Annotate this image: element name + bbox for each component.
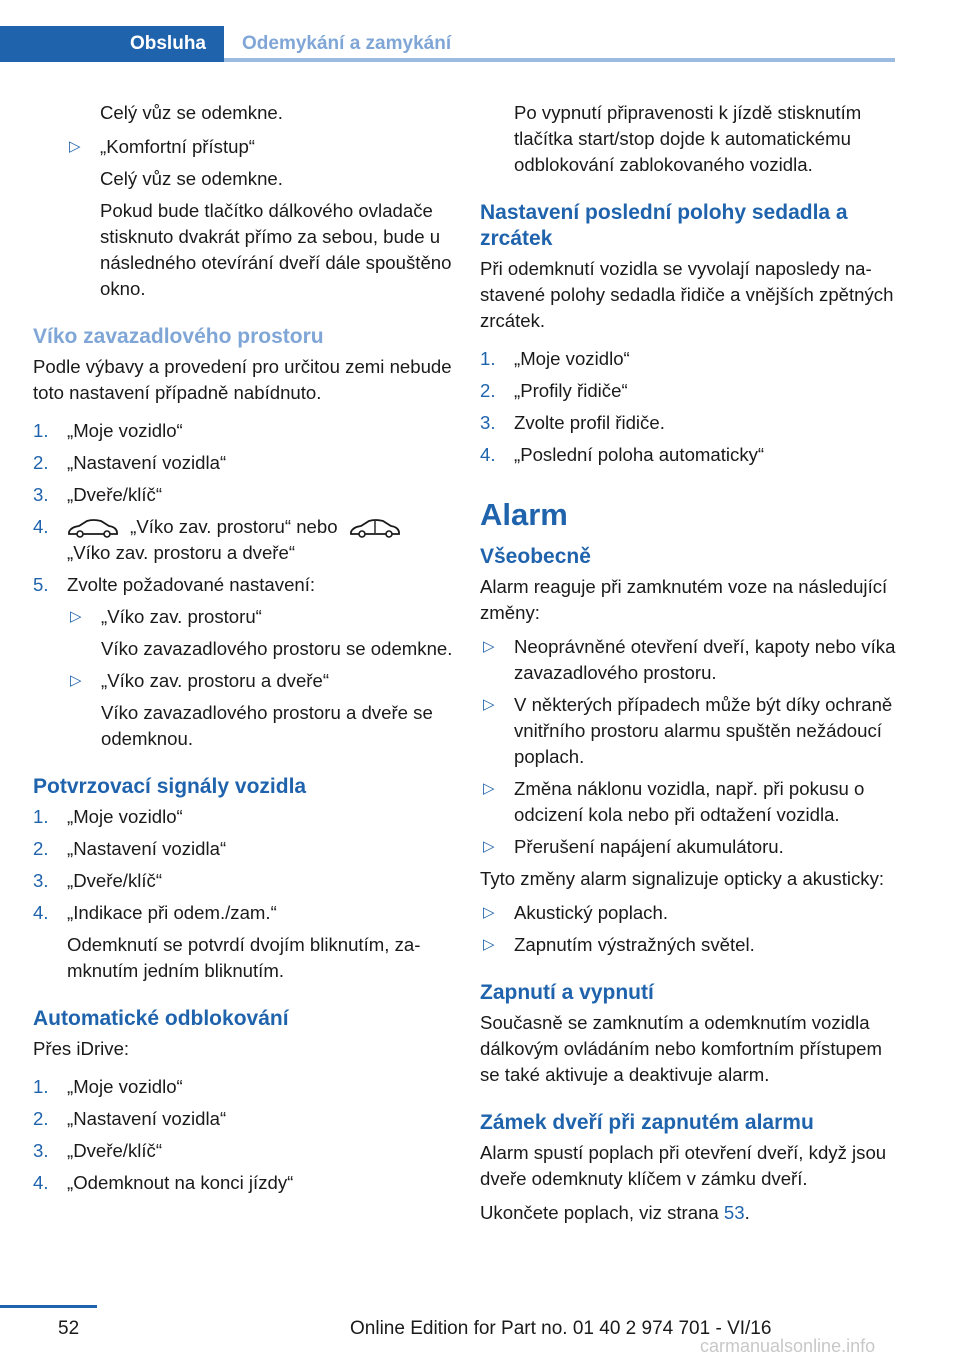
list-item xyxy=(33,804,453,830)
header-divider xyxy=(224,58,895,62)
paragraph-text: . xyxy=(744,1202,750,1223)
triangle-bullet-icon: ▷ xyxy=(70,608,82,625)
bullet-item xyxy=(480,692,900,770)
triangle-bullet-icon: ▷ xyxy=(69,138,81,155)
list-text: „Víko zav. prostoru a dveře“ xyxy=(67,542,296,563)
list-item xyxy=(33,482,453,508)
list-number: 3. xyxy=(33,484,49,505)
car-trunk-doors-icon xyxy=(349,517,401,539)
paragraph: Alarm spustí poplach při otevření dveří, když jsou dveře odemknuty klíčem v zámku dveří. xyxy=(480,1142,887,1189)
heading-confirm: Potvrzovací signály vozidla xyxy=(33,775,307,798)
list-item xyxy=(480,442,900,468)
sub-bullet-label: „Víko zav. prostoru“ xyxy=(101,606,262,627)
list-text: „Profily řidiče“ xyxy=(514,380,628,401)
triangle-bullet-icon: ▷ xyxy=(483,904,495,921)
list-item xyxy=(33,868,453,894)
list-text: „Moje vozidlo“ xyxy=(67,806,183,827)
list-text: „Moje vozidlo“ xyxy=(67,1076,183,1097)
list-item xyxy=(33,900,453,984)
list-number: 4. xyxy=(33,516,49,537)
bullet-text: Změna náklonu vozidla, např. při pokusu o odcizení kola nebo při odtažení vozidla. xyxy=(514,778,865,825)
list-item xyxy=(480,378,900,404)
page-number-rule xyxy=(0,1305,97,1308)
sub-bullet-text: Víko zavazadlového prostoru se odemkne. xyxy=(101,638,453,659)
list-number: 3. xyxy=(33,870,49,891)
bullet-text: Zapnutím výstražných světel. xyxy=(514,934,755,955)
triangle-bullet-icon: ▷ xyxy=(70,672,82,689)
right-column xyxy=(480,100,900,1234)
paragraph: Po vypnutí připravenosti k jízdě stisknutím tlačítka start/stop dojde k automatickému odblokování zablokovaného vozidla. xyxy=(514,102,862,175)
list-item xyxy=(33,418,453,444)
list-number: 4. xyxy=(33,1172,49,1193)
heading-alarm: Alarm xyxy=(480,497,568,532)
list-number: 3. xyxy=(480,412,496,433)
list-number: 1. xyxy=(33,420,49,441)
list-item xyxy=(33,572,453,752)
list-text: Zvolte profil řidiče. xyxy=(514,412,665,433)
list-text: „Nastavení vozidla“ xyxy=(67,838,227,859)
paragraph: Celý vůz se odemkne. xyxy=(100,102,283,123)
list-text: „Moje vozidlo“ xyxy=(514,348,630,369)
page-number: 52 xyxy=(58,1318,80,1339)
list-number: 1. xyxy=(33,806,49,827)
bullet-text: Přerušení napájení akumulátoru. xyxy=(514,836,784,857)
list-number: 5. xyxy=(33,574,49,595)
list-number: 2. xyxy=(480,380,496,401)
list-item xyxy=(33,1106,453,1132)
list-number: 2. xyxy=(33,838,49,859)
list-item xyxy=(33,450,453,476)
list-number: 4. xyxy=(33,902,49,923)
chapter-tab-label[interactable]: Odemykání a zamykání xyxy=(242,33,452,54)
triangle-bullet-icon: ▷ xyxy=(483,838,495,855)
paragraph: Podle výbavy a provedení pro určitou zemi nebude toto nastavení případně nabídnuto. xyxy=(33,356,452,403)
list-text: „Moje vozidlo“ xyxy=(67,420,183,441)
list-item xyxy=(33,1138,453,1164)
heading-general: Všeobecně xyxy=(480,545,591,568)
bullet-item xyxy=(480,834,900,860)
car-trunk-icon xyxy=(67,517,119,539)
watermark: carmanualsonline.info xyxy=(700,1336,876,1356)
paragraph xyxy=(480,1200,900,1226)
sub-bullet xyxy=(67,668,453,752)
section-tab-label: Obsluha xyxy=(129,33,206,54)
bullet-item xyxy=(480,776,900,828)
bullet-text: V některých případech může být díky ochraně vnitřního prostoru alarmu spuštěn nežádoucí poplach. xyxy=(514,694,893,767)
heading-trunk: Víko zavazadlového prostoru xyxy=(33,325,324,348)
triangle-bullet-icon: ▷ xyxy=(483,936,495,953)
sub-bullet xyxy=(67,604,453,662)
list-text: „Indikace při odem./zam.“ xyxy=(67,902,277,923)
paragraph-text: Ukončete poplach, viz strana xyxy=(480,1202,719,1223)
list-text: „Dveře/klíč“ xyxy=(67,484,163,505)
paragraph: Při odemknutí vozidla se vyvolají naposledy nastavené polohy sedadla řidiče a vnějších zpětných zrcátek. xyxy=(480,258,894,331)
edition-text: Online Edition for Part no. 01 40 2 974 701 - VI/16 xyxy=(350,1318,772,1339)
list-text: „Dveře/klíč“ xyxy=(67,870,163,891)
page-header xyxy=(0,0,895,62)
list-number: 3. xyxy=(33,1140,49,1161)
bullet-item xyxy=(33,134,453,302)
list-item xyxy=(480,410,900,436)
triangle-bullet-icon: ▷ xyxy=(483,638,495,655)
left-column xyxy=(33,100,453,1202)
heading-on-off: Zapnutí a vypnutí xyxy=(480,981,654,1004)
section-tab[interactable] xyxy=(0,26,224,62)
list-number: 1. xyxy=(33,1076,49,1097)
list-item xyxy=(33,1170,453,1196)
list-note: Odemknutí se potvrdí dvojím bliknutím, zamknutím jedním bliknutím. xyxy=(67,934,421,981)
list-number: 2. xyxy=(33,452,49,473)
paragraph: Přes iDrive: xyxy=(33,1038,130,1059)
bullet-item xyxy=(480,932,900,958)
list-text: „Poslední poloha automaticky“ xyxy=(514,444,765,465)
bullet-text: Celý vůz se odemkne. xyxy=(100,168,283,189)
list-text: „Nastavení vozidla“ xyxy=(67,1108,227,1129)
heading-seat-position: Nastavení poslední polohy sedadla a zrcátek xyxy=(480,201,848,250)
list-number: 1. xyxy=(480,348,496,369)
sub-bullet-label: „Víko zav. prostoru a dveře“ xyxy=(101,670,330,691)
triangle-bullet-icon: ▷ xyxy=(483,780,495,797)
heading-auto-unlock: Automatické odblokování xyxy=(33,1007,289,1030)
triangle-bullet-icon: ▷ xyxy=(483,696,495,713)
bullet-item xyxy=(480,900,900,926)
page-link[interactable]: 53 xyxy=(723,1202,745,1223)
list-text: „Víko zav. prostoru“ nebo xyxy=(130,516,338,537)
bullet-text: Pokud bude tlačítko dálkového ovladače stisknuto dvakrát přímo za sebou, bude u následného otevírání dveří dále spouštěno okno. xyxy=(100,200,452,299)
list-item xyxy=(33,1074,453,1100)
paragraph: Současně se zamknutím a odemknutím vozidla dálkovým ovládáním nebo komfortním přístupem se také aktivuje a deaktivuje alarm. xyxy=(480,1012,883,1085)
sub-bullet-text: Víko zavazadlového prostoru a dveře se odemknou. xyxy=(101,702,433,749)
bullet-text: Akustický poplach. xyxy=(514,902,668,923)
list-text: „Dveře/klíč“ xyxy=(67,1140,163,1161)
list-number: 2. xyxy=(33,1108,49,1129)
list-item xyxy=(33,514,453,566)
list-text: Zvolte požadované nastavení: xyxy=(67,574,316,595)
list-item xyxy=(33,836,453,862)
paragraph: Alarm reaguje při zamknutém voze na následující změny: xyxy=(480,576,888,623)
list-item xyxy=(480,346,900,372)
bullet-item xyxy=(480,634,900,686)
paragraph: Tyto změny alarm signalizuje opticky a akusticky: xyxy=(480,868,885,889)
list-text: „Nastavení vozidla“ xyxy=(67,452,227,473)
list-number: 4. xyxy=(480,444,496,465)
list-text: „Odemknout na konci jízdy“ xyxy=(67,1172,294,1193)
bullet-text: Neoprávněné otevření dveří, kapoty nebo víka zavazadlového prostoru. xyxy=(514,636,896,683)
heading-door-lock: Zámek dveří při zapnutém alarmu xyxy=(480,1111,814,1134)
bullet-label: „Komfortní přístup“ xyxy=(100,136,255,157)
